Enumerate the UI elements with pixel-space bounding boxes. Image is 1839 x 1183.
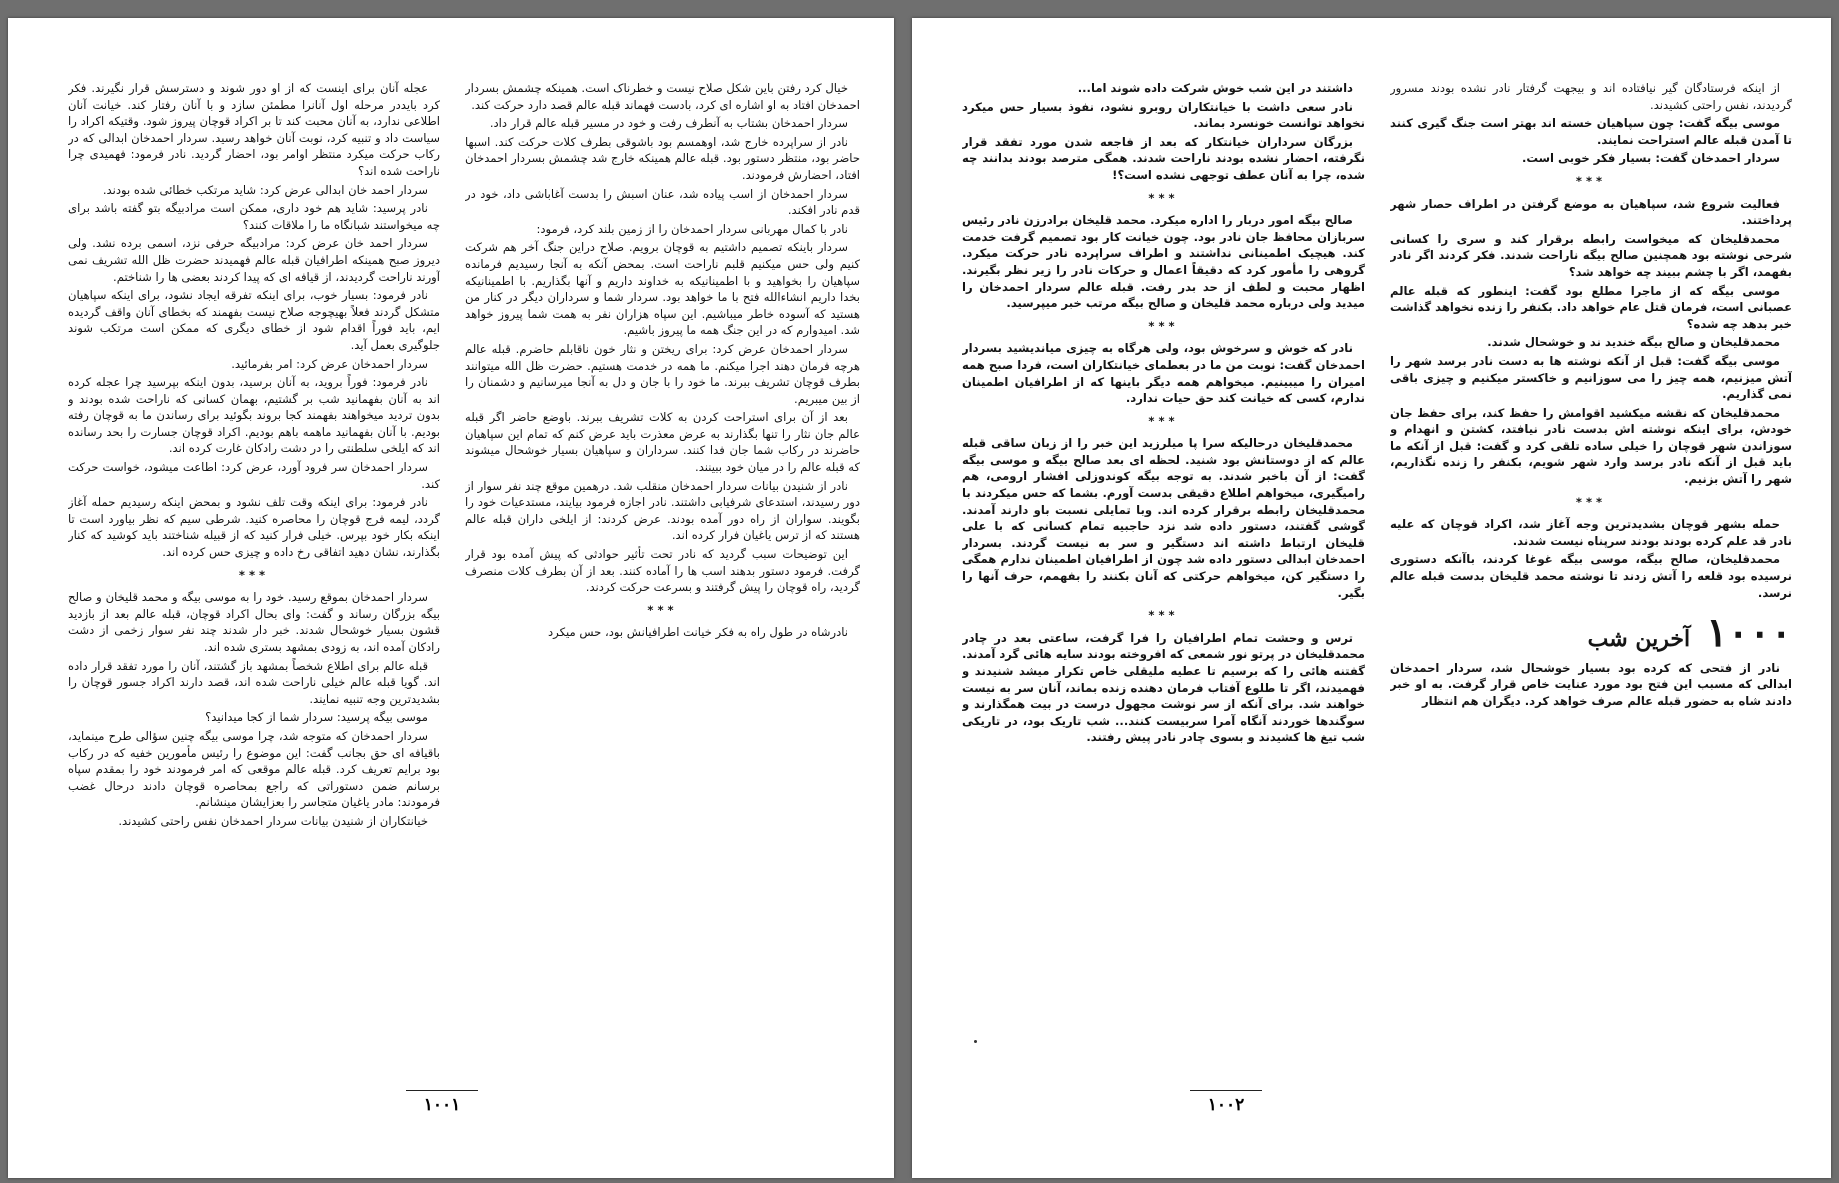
section-separator: ***: [238, 567, 270, 582]
section-separator: ***: [647, 602, 678, 617]
section-separator: ***: [1148, 413, 1179, 428]
paragraph: نادر از شنیدن بیانات سردار احمدخان منقلب شد. درهمین موقع چند نفر سوار از دور رسیدند، استدعای شرفیابی داشتند. نادر اجازه فرمود بیایند، مستدعیات خود را بگویند. سواران از راه دور آمده بودند. عرض کردند: از ایلخی داران قبله عالم هستند که از ترس یاغیان فرار کرده اند.: [465, 478, 860, 543]
section-separator: ***: [1148, 318, 1179, 333]
paragraph: نادر فرمود: برای اینکه وقت تلف نشود و بمحض اینکه رسیدیم حمله آغاز گردد، لیمه فرج قوچان را محاصره کنید. شرطی سیم که نظر بیاورد است تا اینکه بکار خود بپرس. خیلی فرار کنید که از قبیله شناختند باید کوشید که کنار بگذارند، نشان دهید اتفاقی رخ داده و چیزی حس کرده اند.: [68, 495, 440, 560]
paragraph: عجله آنان برای اینست که از او دور شوند و دسترسش قرار نگیرند. فکر کرد بایددر مرحله اول آنانرا مطمئن سازد و با آنان رفتار کند. خیانت آنان اطلاعی ندارد، به آنان محبت کند تا بر اکراد قوچان پیروز شود. وقتیکه اکراد را سیاست داد و تنبیه کرد، نوبت آنان خواهد رسید. سردار احمدخان ابدالی که در رکاب حرکت میکرد منتظر اوامر بود، احضار گردید. نادر فرمود: فهمیدی چرا ناراحت شده اند؟: [68, 81, 440, 178]
page-number: ۱۰۰۲: [1207, 1095, 1245, 1115]
section-separator: ***: [1575, 173, 1607, 188]
paragraph: سردار احمدخان که متوجه شد، چرا موسی بیگه چنین سؤالی طرح مینماید، باقیافه ای حق بجانب گفت: این موضوع را رئیس مأمورین خفیه که در رکاب بود برایم تعریف کرد. قبله عالم موقعی که امر فرمودند خود را بمقدم سپاه برسانم ضمن دستوراتی که راجع بمحاصره قوچان دادند درحال غضب فرمودند: مادر یاغیان متجاسر را بعزایشان مینشانم.: [68, 728, 440, 810]
paragraph: سردار احمدخان گفت: بسیار فکر خوبی است.: [1521, 151, 1780, 166]
paragraph: محمدقلیخان و صالح بیگه خندید ند و خوشحال شدند.: [1487, 335, 1780, 350]
page-right: [912, 18, 1831, 1178]
column-left: [68, 80, 440, 1080]
paragraph: موسی بیگه گفت: چون سپاهیان خسته اند بهتر است جنگ گیری کنند تا آمدن قبله عالم استراحت نمایند.: [1390, 116, 1792, 147]
chapter-title: آخرین شب: [1587, 626, 1691, 653]
paragraph: سردار احمدخان از اسب پیاده شد، عنان اسبش را بدست آغاباشی داد، خود در قدم نادر افکند.: [465, 186, 860, 218]
paragraph: نادر فرمود: بسیار خوب، برای اینکه تفرقه ایجاد نشود، برای اینکه سپاهیان متشکل گردند فعلاً بهیچوجه صلاح نیست بفهمند که بخطای آنان واقف گردیده ایم، باید فوراً اقدام شود از خطای دیگری که ممکن است مرتکب شوند جلوگیری بعمل آید.: [68, 288, 440, 352]
paragraph: سردار احمدخان سر فرود آورد، عرض کرد: اطاعت میشود، خواست حرکت کند.: [68, 460, 440, 491]
paragraph: نادر سعی داشت با خیانتکاران روبرو نشود، نفوذ بسیار حس میکرد نخواهد توانست خونسرد بماند.: [962, 99, 1365, 131]
paragraph: محمدقلیخان، صالح بیگه، موسی بیگه غوغا کردند، باآنکه دستوری نرسیده بود قلعه را آتش زدند تا نوشته محمد قلیخان بدست قبله عالم نرسد.: [1390, 552, 1792, 600]
paragraph: سردار احمد خان عرض کرد: مرادبیگه حرفی نزد، اسمی برده نشد. ولی دیروز صبح همینکه اطرافیان قبله عالم فهمیدند حضرت ظل الله تشریف نمی آورند ناراحت گردیدند، از قیافه ای که پیدا کردند بعضی ها را شناختم.: [68, 236, 440, 284]
paragraph: صالح بیگه امور دربار را اداره میکرد. محمد قلیخان برادرزن نادر رئیس سربازان محافظ جان نادر بود. چون خیانت کار بود تصمیم گرفت خدمت کند. هیچیک اطمینانی نداشتند و اطراف سراپرده نادر حرکت میکرد. گروهی را مأمور کرد که دقیقاً اعمال و حرکات نادر را زیر نظر بگیرند. اظهار محبت و لطف از حد بدر رفت. قبله عالم سردار احمدخان را میدید ولی درباره محمد قلیخان و صالح بیگه مرتب خبر میپرسید.: [962, 213, 1365, 311]
section-separator: ***: [1148, 190, 1179, 205]
paragraph: از اینکه فرستادگان گیر نیافتاده اند و بیجهت گرفتار نادر نشده بودند مسرور گردیدند، نفس راحتی کشیدند.: [1390, 81, 1792, 112]
paragraph: محمدقلیخان که نقشه میکشید اقوامش را حفظ کند، برای حفظ جان خودش، برای اینکه نوشته اش بدست نادر نیافتد، کشتن و انهدام و سوزاندن شهر قوچان را خیلی ساده تلقی کرد و گفت: قبل از آنکه ما باید قبل از آنکه نادر برسد وارد شهر شویم، بکنفر را زنده نگذاریم، شهر را آتش بزنیم.: [1390, 405, 1792, 487]
paragraph: نادرشاه در طول راه به فکر خیانت اطرافیانش بود، حس میکرد: [548, 625, 848, 640]
column-left: [962, 80, 1365, 920]
page-number: ۱۰۰۱: [423, 1095, 461, 1115]
paragraph: قبله عالم برای اطلاع شخصاً بمشهد باز گشتند، آنان را مورد تفقد قرار داده اند. گویا قبله عالم خیلی ناراحت شده اند، قصد دارند اکراد جسور قوچان را بشدیدترین وجه تنبیه نمایند.: [68, 658, 440, 706]
paragraph: خیال کرد رفتن باین شکل صلاح نیست و خطرناک است. همینکه چشمش بسردار احمدخان افتاد به او اشاره ای کرد، بادست فهماند قبله عالم قصد دارد حرکت کند.: [465, 81, 860, 112]
paragraph: داشتند در این شب خوش شرکت داده شوند اما...: [1077, 81, 1353, 95]
paragraph: سردار احمد خان ابدالی عرض کرد: شاید مرتکب خطائی شده بودند.: [102, 182, 428, 197]
section-separator: ***: [1575, 494, 1607, 509]
paragraph: نادر که خوش و سرخوش بود، ولی هرگاه به چیزی میاندیشید بسردار احمدخان گفت: نوبت من ما در بعطمای خیانتکاران است، فردا صبح همه امیران را میبینیم. میخواهم همه دیگر باینها که از اطرافیان اطمینان ندارم، کسی که خیانت کند حق حیات ندارد.: [962, 341, 1365, 406]
page-footer: [1190, 1090, 1262, 1115]
paragraph: سردار احمدخان بموقع رسید. خود را به موسی بیگه و محمد قلیخان و صالح بیگه بزرگان رساند و گفت: وای بحال اکراد قوچان، قبله عالم بعد از بازدید قشون بسیار خوشحال شدند. خبر دار شدند چند نفر سوار زخمی از دشت رادکان آمده اند، به زودی بمشهد بستری شده اند.: [68, 590, 440, 654]
paragraph: موسی بیگه گفت: قبل از آنکه نوشته ها به دست نادر برسد شهر را آتش میزنیم، همه چیز را می سوزانیم و خاکستر میکنیم و چیزی باقی نمی گذاریم.: [1390, 353, 1792, 402]
chapter-number: ۱۰۰۰: [1706, 609, 1792, 657]
paragraph: موسی بیگه که از ماجرا مطلع بود گفت: اینطور که قبله عالم عصبانی است، فرمان قتل عام خواهد داد. بکنفر را زنده نخواهد گذاشت خبر بدهد چه شده؟: [1390, 283, 1792, 331]
stray-mark: [974, 1040, 977, 1043]
paragraph: نادر فرمود: فوراً بروید، به آنان برسید، بدون اینکه بپرسید چرا عجله کرده اند به آنان بفهمانید شب بر گشتیم، بهمان کسانی که ناراحت شده بودند و بدون تردید میخواهند بفهمند کجا بروند بگوئید برای رساندن ما به قوچان رفته بودیم. با آنان بفهمانید ماهمه باهم بودیم. اکراد قوچان جسارت را بحد رسانده اند که ایلخی سلطنتی را در دشت رادکان غارت کرده اند.: [68, 375, 440, 456]
paragraph: ترس و وحشت تمام اطرافیان را فرا گرفت، ساعتی بعد در چادر محمدقلیخان در پرتو نور شمعی که افروخته بودند سایه هائی گرد آمدند. گفتنه هائی را که برسیم تا عطیه ملیقلی خاص تکرار میشد شنیدند و فهمیدند، اگر تا طلوع آفتاب فرمان دهنده زنده بماند، آنان سر به نیست خواهند شد. برای آنکه از سر نوشت مجهول درست در بیت همگذارند و سوگندها خوردند آنگاه آمرا سربیست کنند... شب تاریک بود، در تاریکی شب تیغ ها کشیدند و بسوی چادر نادر پیش رفتند.: [962, 630, 1365, 745]
paragraph: سردار احمدخان عرض کرد: امر بفرمائید.: [231, 356, 428, 371]
paragraph: موسی بیگه پرسید: سردار شما از کجا میدانید؟: [205, 710, 428, 725]
column-right: [1390, 80, 1792, 1080]
paragraph: محمدقلیخان درحالیکه سرا پا میلرزید این خبر را از زبان ساقی قبله عالم که از دوستانش بود شنید. لحظه ای بعد صالح بیگه و موسی بیگه گفت: از آن باخبر شدند. به توجه بیگه کوندوزلی افشار ارومی، هم رامیگیری، میخواهم اطلاع دقیقی بدست آورم. بشما که حس میکردند با محمدقلیخان رابطه برقرار کرده اند. وبا تمایلی نسبت باو دارند آمدند. گوشی گفتند، دستور داده شد نزد حاجبیه تمام کسانی که با علی قلیخان ارتباط داشته اند دستگیر و سر به نیست گردند. بسردار احمدخان ابدالی دستور داده شد چون از اطرافیان اطمینان ندارم همگی را دستگیر کن، میخواهم حرکتی که آنان بکنند را بفهمم، حرف آنها را بگیر.: [962, 436, 1365, 600]
footer-rule: [406, 1090, 478, 1091]
paragraph: محمدقلیخان که میخواست رابطه برقرار کند و سری را کسانی شرحی نوشته بود همچنین صالح بیگه ناراحت شدند. فکر کردند اگر نادر بفهمد، اگر با چشم ببیند چه خواهد شد؟: [1390, 231, 1792, 279]
paragraph: سردار احمدخان عرض کرد: برای ریختن و نثار خون ناقابلم حاضرم. قبله عالم هرچه فرمان دهند اجرا میکنم. ما همه در خدمت هستیم. حضرت ظل الله میتوانند بطرف قوچان تشریف ببرند. ما خود را با جان و دل به آنجا میرسانیم و دشمنان را از بین میبریم.: [465, 341, 860, 406]
paragraph: سردار احمدخان بشتاب به آنطرف رفت و خود در مسیر قبله عالم قرار داد.: [489, 116, 848, 131]
paragraph: نادر پرسید: شاید هم خود داری، ممکن است مرادبیگه بتو گفته باشد برای چه میخواستند شبانگاه ما را ملاقات کنند؟: [68, 201, 440, 232]
paragraph: سردار باینکه تصمیم داشتیم به قوچان برویم. صلاح دراین جنگ آخر هم شرکت کنیم ولی حس میکنیم قلبم ناراحت است. بمحض آنکه به آنجا رسیدیم فرمانده سپاهیان را بخواهید و با اطمینانیکه به خداوند داریم و آنها بگذاریم. با اطمینانیکه بخدا داریم انشاءالله فتح با ما خواهد بود. سردار شما و سرداران دیگر در کنار من هستید که آسوده خاطر میباشیم. این سپاه هزاران نفر به همت شما پیروز خواهد شد. امیدوارم که در این جنگ همه ما پیروز باشیم.: [465, 240, 860, 338]
footer-rule: [1190, 1090, 1262, 1091]
paragraph: بعد از آن برای استراحت کردن به کلات تشریف ببرند. باوضع حاضر اگر قبله عالم جان نثار را تنها بگذارند به عرض معذرت باید عرض کنم که تمام این سپاهیان حاضرند در رکاب شما جان فدا کنند. سرداران و سپاهیان بسیار خوشحال میشوند که قبله عالم را در میان خود ببینند.: [465, 410, 860, 475]
section-separator: ***: [1148, 608, 1179, 623]
paragraph: بزرگان سرداران خیانتکار که بعد از فاجعه شدن مورد تفقد قرار نگرفته، احضار نشده بودند ناراحت شدند. همگی مترصد بودند بدانند چه شده، چرا به آنان عطف توجهی نشده است؟!: [962, 134, 1365, 182]
paragraph: خیانتکاران از شنیدن بیانات سردار احمدخان نفس راحتی کشیدند.: [118, 813, 428, 828]
paragraph: نادر با کمال مهربانی سردار احمدخان را از زمین بلند کرد، فرمود:: [536, 221, 848, 236]
paragraph: نادر از سراپرده خارج شد، اوهمسم بود باشوقی بطرف کلات حرکت کند. اسبها حاضر بود، منتظر دستور بود. قبله عالم همینکه خارج شد چشمش بسردار احمدخان افتاد، احضارش فرمودند.: [465, 134, 860, 182]
page-left: [8, 18, 894, 1178]
paragraph: نادر از فتحی که کرده بود بسیار خوشحال شد، سردار احمدخان ابدالی که مسبب این فتح بود مورد عنایت خاص قرار گرفت. به او خبر دادند شاه به حضور قبله عالم صرف خواهد کرد. دیگران هم انتظار: [1390, 660, 1792, 708]
paragraph: این توضیحات سبب گردید که نادر تحت تأثیر حوادثی که پیش آمده بود قرار گرفت. فرمود دستور بدهند اسب ها را آماده کنند. بعد از آن بطرف کلات منصرف گردید، راه قوچان را پیش گرفتند و بسرعت حرکت کردند.: [465, 547, 860, 595]
column-right: [465, 80, 860, 1080]
paragraph: فعالیت شروع شد، سپاهیان به موضع گرفتن در اطراف حصار شهر پرداختند.: [1390, 196, 1792, 228]
chapter-heading: [1390, 609, 1792, 657]
page-footer: [406, 1090, 478, 1115]
paragraph: حمله بشهر قوچان بشدیدترین وجه آغاز شد، اکراد قوچان که علیه نادر قد علم کرده بودند بودند سرپناه نیست شدند.: [1390, 517, 1792, 548]
